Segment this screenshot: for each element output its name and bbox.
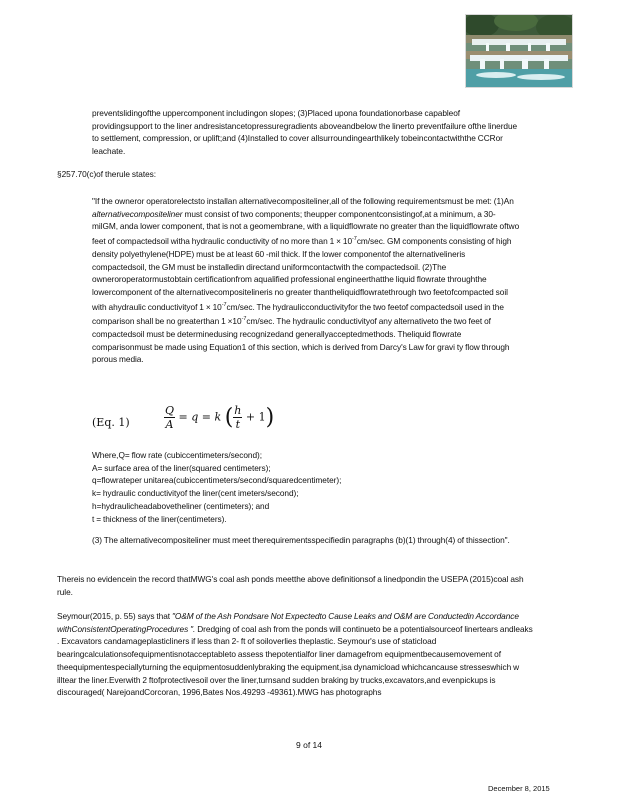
definition-line: t = thickness of the liner(centimeters). (92, 513, 227, 524)
definition-line: A= surface area of the liner(squared centimeters); (92, 462, 271, 473)
no-evidence-paragraph: Thereis no evidencein the record thatMWG's coal ash ponds meetthe above definitionsof a linedpondin the USEPA (2015)coal ash rule. (57, 574, 524, 597)
eq-denominator-t: t (235, 418, 241, 431)
rule-quote-paragraph (92, 195, 520, 366)
section-reference: §257.70(c)of therule states: (57, 169, 157, 179)
eq-equals: = (178, 410, 188, 424)
variable-definitions (92, 449, 520, 525)
quote-text: must consist of two components; theupper componentconsistingof,at a minimum, a 30- milGM, anda lower component, that is not a geomembrane, with a liquidflowrate no greater than the liquidflowrate oftwo feet of compactedsoil witha hydraulic conductivity of no more than 1 × 10 (92, 208, 520, 247)
equation-1 (92, 404, 352, 444)
definition-line: h=hydraulicheadabovetheliner (centimeters); and (92, 500, 270, 511)
exponent: -7 (352, 236, 357, 243)
exponent: -7 (221, 301, 227, 308)
quote-text: cm/sec. The hydraulic conductivityof any alternativeto the two feet of compactedsoil must be determinedusing recognizedand generallyacceptedmethods. Theliquid flowrate comparisonmust be made using Equation1 of this section, which is derived from Darcy's Law for gravi ty flow through porous media. (92, 316, 510, 365)
equation-math (164, 404, 274, 431)
continued-paragraph: preventslidingofthe uppercomponent includingon slopes; (3)Placed upona foundationorbase capableof providingsupport to the liner andresistancetopressuregradients aboveandbelow the linerto preventfailure ofthe linerdue to settlement, compression, or uplift;and (4)Installed to cover allsurroundingearthlikely tobeincontactwiththe CCRor leachate. (92, 108, 518, 157)
definition-line: q=flowrateper unitarea(cubiccentimeters/second/squaredcentimeter); (92, 475, 342, 486)
eq-numerator-q: Q (165, 404, 175, 417)
quote-text: cm/sec. The hydraulicconductivityfor the two feetof compactedsoil used in the comparison shall be no greaterthan 1 ×10 (92, 301, 504, 327)
definition-line: Where,Q= flow rate (cubiccentimeters/second); (92, 450, 262, 460)
quote-text: "If the owneror operatorelectsto installan alternativecompositeliner,all of the following requirementsmust be met: (1)An (92, 196, 514, 206)
definition-line: k= hydraulic conductivityof the liner(cent imeters/second); (92, 488, 299, 499)
fraction-q-over-a (164, 404, 175, 431)
waterfall-image-icon (466, 15, 572, 87)
fraction-h-over-t (233, 404, 242, 431)
seymour-quote: "O&M of the Ash Pondsare Not Expectedto Cause Leaks and O&M are Conductedin Accordance withConsistentOperatingProcedures ". (57, 611, 519, 634)
eq-right-paren: ) (265, 405, 275, 430)
equation-label: (Eq. 1) (92, 416, 130, 429)
page-number: 9 of 14 (296, 740, 322, 750)
footer-date: December 8, 2015 (488, 784, 550, 793)
quote-italic-term: alternativecompositeliner (92, 208, 183, 219)
seymour-text: Seymour(2015, p. 55) says that (57, 611, 173, 621)
eq-left-paren: ( (224, 405, 234, 430)
seymour-paragraph (57, 610, 535, 699)
eq-q: q (191, 410, 199, 424)
eq-plus-one: + 1 (245, 410, 266, 424)
eq-numerator-h: h (234, 404, 242, 417)
quote-text: cm/sec. GM components consisting of high density polyethylene(HDPE) must be at least 60 -mil thick. If the lower componentof the alternativelineris compactedsoil, the GM must be installedin directand uniformcontactwith the compactedsoil. (2)The owneroroperatormustobtain certificationfrom aqualified professional engineerthatthe liquid flowrate throughthe lowercomponent of the alternativecompositelineris no greater thantheliquidflowratethrough two feetofcompacted soil with ahydraulic conductivityof 1 × 10 (92, 236, 512, 312)
eq-equals: = (201, 410, 212, 424)
eq-k: k (214, 410, 222, 424)
exponent: -7 (241, 316, 247, 323)
eq-denominator-a: A (165, 418, 174, 431)
waterfall-photo (465, 14, 573, 88)
quote-closing-paragraph: (3) The alternativecompositeliner must meet therequirementsspecifiedin paragraphs (b)(1) through(4) of thissection". (92, 535, 510, 545)
seymour-text: Dredging of coal ash from the ponds will continueto be a potentialsourceof linertears andleaks . Excavators candamageplasticliners if less than 2- ft of soiloverlies theplastic. Seymour's use of staticload bearingcalculationsofequipmentisnotacceptableto assess thepotentialfor liner damagefrom equipmentbecausemovement of theequipmentespeciallyturning the equipmentosuddenlybraking the equipment,isa dynamicload whichcancause stresseswhich w illtear the liner.Everwith 2 ftofprotectivesoil over the liner,turnsand sudden braking by trucks,excavators,and evenpickups is discouraged( NarejoandCorcoran, 1996,Bates Nos.49293 -49361).MWG has photographs (57, 623, 533, 698)
